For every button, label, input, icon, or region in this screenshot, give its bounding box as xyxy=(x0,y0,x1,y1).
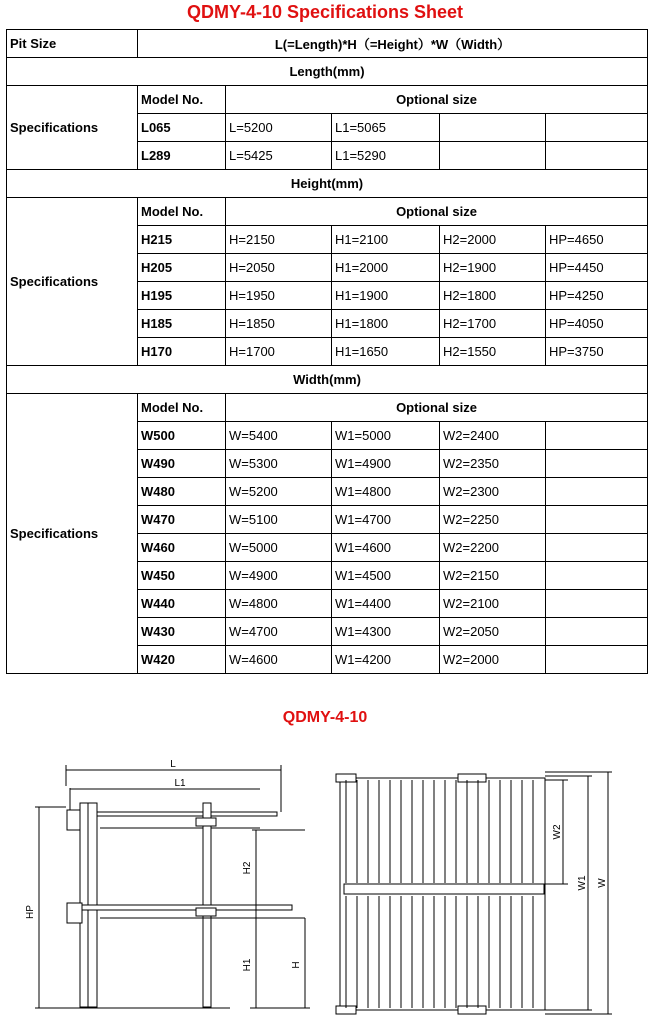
size-value-cell: H2=1800 xyxy=(440,282,546,310)
model-number-cell: H170 xyxy=(138,338,226,366)
size-value-cell xyxy=(440,114,546,142)
size-value-cell: W2=2150 xyxy=(440,562,546,590)
size-value-cell xyxy=(440,142,546,170)
size-value-cell xyxy=(546,422,648,450)
length-header-row xyxy=(7,58,648,86)
optional-size-header: Optional size xyxy=(226,86,648,114)
size-value-cell: H1=1800 xyxy=(332,310,440,338)
lift-drawing xyxy=(0,740,650,1024)
size-value-cell xyxy=(546,506,648,534)
optional-size-header: Optional size xyxy=(226,198,648,226)
model-no-header: Model No. xyxy=(138,198,226,226)
length-section-header: Length(mm) xyxy=(7,58,648,86)
size-value-cell xyxy=(546,562,648,590)
size-value-cell: H=1850 xyxy=(226,310,332,338)
pit-size-row xyxy=(7,30,648,58)
width-specifications-label: Specifications xyxy=(7,394,138,674)
size-value-cell: H1=1650 xyxy=(332,338,440,366)
size-value-cell: H=2050 xyxy=(226,254,332,282)
spec-table xyxy=(6,29,648,674)
width-model-header-row xyxy=(7,394,648,422)
height-section-header: Height(mm) xyxy=(7,170,648,198)
size-value-cell: H1=2000 xyxy=(332,254,440,282)
size-value-cell xyxy=(546,618,648,646)
label-h1: H1 xyxy=(242,958,253,972)
size-value-cell: W2=2000 xyxy=(440,646,546,674)
size-value-cell: H2=2000 xyxy=(440,226,546,254)
size-value-cell: W2=2300 xyxy=(440,478,546,506)
size-value-cell: W1=4400 xyxy=(332,590,440,618)
size-value-cell: HP=4450 xyxy=(546,254,648,282)
side-view-drawing xyxy=(35,765,310,1008)
length-specifications-label: Specifications xyxy=(7,86,138,170)
size-value-cell: HP=3750 xyxy=(546,338,648,366)
width-header-row xyxy=(7,366,648,394)
model-number-cell: W480 xyxy=(138,478,226,506)
size-value-cell: W1=5000 xyxy=(332,422,440,450)
size-value-cell: L=5425 xyxy=(226,142,332,170)
size-value-cell xyxy=(546,590,648,618)
size-value-cell: W2=2400 xyxy=(440,422,546,450)
size-value-cell: W=4900 xyxy=(226,562,332,590)
height-model-header-row xyxy=(7,198,648,226)
label-h2: H2 xyxy=(242,861,253,875)
label-l1: L1 xyxy=(174,778,186,789)
size-value-cell: W1=4200 xyxy=(332,646,440,674)
size-value-cell xyxy=(546,114,648,142)
size-value-cell: W=5200 xyxy=(226,478,332,506)
model-number-cell: H205 xyxy=(138,254,226,282)
model-number-cell: W440 xyxy=(138,590,226,618)
lower-platform xyxy=(82,905,292,910)
label-w: W xyxy=(597,878,608,888)
height-header-row xyxy=(7,170,648,198)
model-number-cell: W500 xyxy=(138,422,226,450)
size-value-cell: W1=4500 xyxy=(332,562,440,590)
length-model-header-row xyxy=(7,86,648,114)
label-w1: W1 xyxy=(577,875,588,891)
size-value-cell: L1=5065 xyxy=(332,114,440,142)
size-value-cell: H2=1700 xyxy=(440,310,546,338)
center-beam xyxy=(344,884,544,894)
height-specifications-label: Specifications xyxy=(7,198,138,366)
upper-platform xyxy=(82,812,277,816)
size-value-cell: H1=1900 xyxy=(332,282,440,310)
size-value-cell: H=1950 xyxy=(226,282,332,310)
model-number-cell: W420 xyxy=(138,646,226,674)
size-value-cell xyxy=(546,534,648,562)
model-no-header: Model No. xyxy=(138,394,226,422)
size-value-cell xyxy=(546,142,648,170)
size-value-cell: W1=4300 xyxy=(332,618,440,646)
size-value-cell xyxy=(546,478,648,506)
size-value-cell: H=1700 xyxy=(226,338,332,366)
top-view-drawing xyxy=(336,772,612,1014)
model-number-cell: H215 xyxy=(138,226,226,254)
pit-size-label: Pit Size xyxy=(7,30,138,58)
size-value-cell: H2=1550 xyxy=(440,338,546,366)
model-number-cell: W470 xyxy=(138,506,226,534)
model-number-cell: W490 xyxy=(138,450,226,478)
size-value-cell xyxy=(546,646,648,674)
size-value-cell: H2=1900 xyxy=(440,254,546,282)
drawing-title: QDMY-4-10 xyxy=(282,709,368,726)
label-hp: HP xyxy=(25,905,36,919)
size-value-cell: W=5300 xyxy=(226,450,332,478)
sheet-title: QDMY-4-10 Specifications Sheet xyxy=(186,2,464,22)
size-value-cell: L=5200 xyxy=(226,114,332,142)
label-w2: W2 xyxy=(552,824,563,840)
size-value-cell: H=2150 xyxy=(226,226,332,254)
label-l: L xyxy=(170,759,176,770)
size-value-cell: W=5000 xyxy=(226,534,332,562)
size-value-cell: W2=2100 xyxy=(440,590,546,618)
size-value-cell: W2=2350 xyxy=(440,450,546,478)
model-number-cell: W450 xyxy=(138,562,226,590)
size-value-cell: HP=4250 xyxy=(546,282,648,310)
model-number-cell: H185 xyxy=(138,310,226,338)
size-value-cell xyxy=(546,450,648,478)
model-number-cell: H195 xyxy=(138,282,226,310)
model-number-cell: W430 xyxy=(138,618,226,646)
optional-size-header: Optional size xyxy=(226,394,648,422)
width-section-header: Width(mm) xyxy=(7,366,648,394)
size-value-cell: W1=4700 xyxy=(332,506,440,534)
size-value-cell: W2=2200 xyxy=(440,534,546,562)
pit-size-value: L(=Length)*H（=Height）*W（Width） xyxy=(138,30,648,58)
size-value-cell: W2=2050 xyxy=(440,618,546,646)
model-number-cell: W460 xyxy=(138,534,226,562)
size-value-cell: W1=4800 xyxy=(332,478,440,506)
size-value-cell: HP=4650 xyxy=(546,226,648,254)
model-number-cell: L065 xyxy=(138,114,226,142)
size-value-cell: W2=2250 xyxy=(440,506,546,534)
size-value-cell: W1=4600 xyxy=(332,534,440,562)
size-value-cell: W=5100 xyxy=(226,506,332,534)
size-value-cell: W=4600 xyxy=(226,646,332,674)
size-value-cell: W1=4900 xyxy=(332,450,440,478)
size-value-cell: HP=4050 xyxy=(546,310,648,338)
size-value-cell: W=4700 xyxy=(226,618,332,646)
model-no-header: Model No. xyxy=(138,86,226,114)
size-value-cell: W=5400 xyxy=(226,422,332,450)
size-value-cell: L1=5290 xyxy=(332,142,440,170)
size-value-cell: W=4800 xyxy=(226,590,332,618)
model-number-cell: L289 xyxy=(138,142,226,170)
size-value-cell: H1=2100 xyxy=(332,226,440,254)
label-h: H xyxy=(291,961,302,969)
